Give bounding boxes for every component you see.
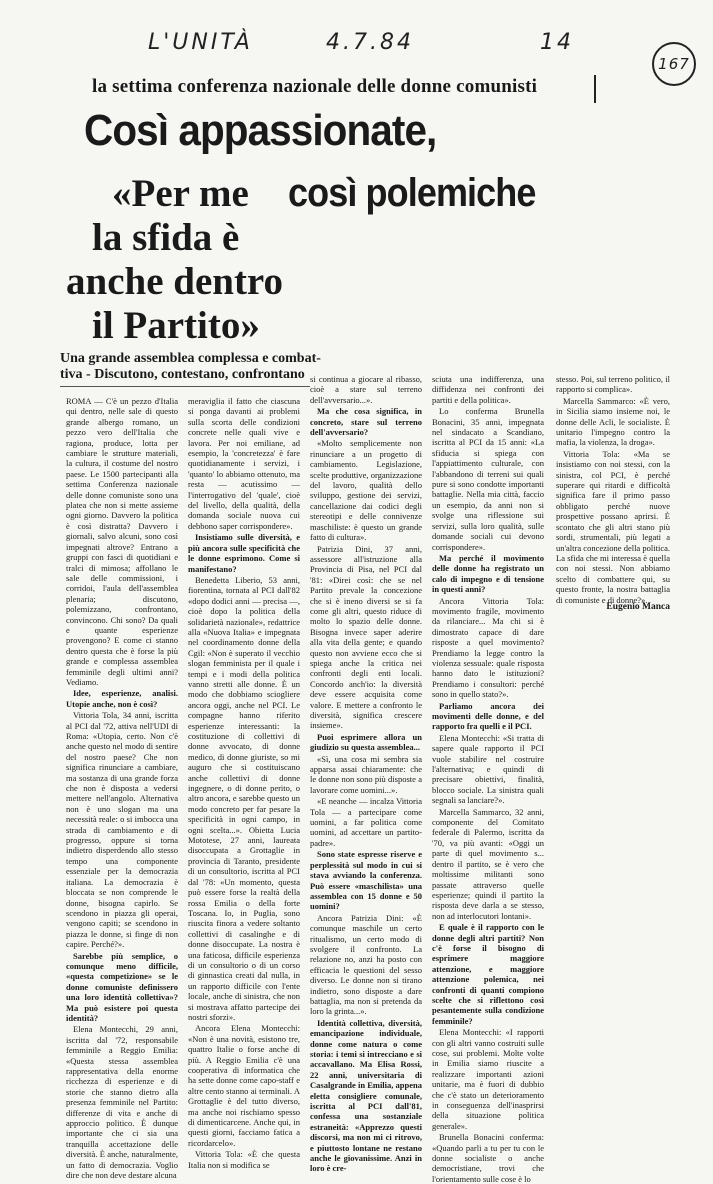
paragraph: Vittoria Tola: «Ma se insistiamo con noi stessi, con la sinistra, col PCI, è perché superare qui ritardi e difficoltà significa fare il primo passo obbligato perché nuove prospettive possano aprirsi. È scontato che gli altri stano più sordi, strumentali, più legati a un'altra concezione della politica. La sfida che mi interessa è quella con noi stessi. Non abbiamo scelto di combattere qui, su questo fronte, la nostra battaglia di comuniste e di donne?». <box>556 448 670 605</box>
paragraph: Identità collettiva, diversità, emancipazione individuale, donne come natura o come storia: i temi si intrecciano e si accavallano. Ma Elisa Rossi, 22 anni, universitaria di Casalgrande in Emilia, appena eletta consigliere comunale, iscritta al PCI dall'81, confessa una sostanziale estraneità: «Apprezzo questi discorsi, ma non mi ci ritrovo, e piuttosto lontane ne restano anche le giovanissime. Anzi in loro è cre- <box>310 1017 422 1174</box>
paragraph: Parliamo ancora dei movimenti delle donne, e del rapporto fra quelli e il PCI. <box>432 700 544 732</box>
paragraph: Idee, esperienze, analisi. Utopie anche, non è così? <box>66 688 178 709</box>
archive-number-stamp: 167 <box>652 42 696 86</box>
deck-line-1: Una grande assemblea complessa e combat- <box>60 351 321 366</box>
paragraph: Sarebbe più semplice, o comunque meno difficile, «questa competizione» se le donne comuniste definissero una loro identità collettiva»? Ma può esistere poi questa identità? <box>66 950 178 1023</box>
headline-line-2: così polemiche <box>288 171 536 215</box>
page-number: 14 <box>540 30 574 55</box>
byline: Eugenio Manca <box>606 602 670 612</box>
paragraph: Ancora Elena Montecchi: «Non è una novità, esistono tre, quattro Italie o forse anche di più. A Reggio Emilia c'è una cooperativa di informatica che ha sette donne come capo-staff e altre cento stanno ai terminali. A Grottaglie è del tutto diverso, ma anche noi rischiamo spesso di dimenticarcene. Anche qui, in questi giorni, facciamo fatica a ricordarcelo». <box>188 1023 300 1148</box>
quote-line-4: il Partito» <box>92 304 260 347</box>
article-column-3 <box>310 374 422 1174</box>
paragraph: Lo conferma Brunella Bonacini, 35 anni, impegnata nel sindacato a Scandiano, iscritta al PCI da 15 anni: «La sfiducia si spiega con l'appiattimento culturale, con l'abbandono di terreni sui quali pure si sono condotte importanti battaglie. Nella mia città, faccio un esempio, da anni non si svolge una riflessione sui servizi, sulla loro qualità, sulle domande sociali cui devono corrispondere». <box>432 406 544 552</box>
paragraph: Elena Montecchi: «Si tratta di sapere quale rapporto il PCI vuole stabilire nel costruire l'alternativa; e quindi di precisare obiettivi, finalità, blocco sociale. La sinistra quali segnali sa lanciare?». <box>432 732 544 806</box>
headline-line-1: Così appassionate, <box>84 106 437 155</box>
paragraph: Ancora Vittoria Tola: movimento fragile, movimento da rilanciare... Ma chi si è dimostrato capace di dare risposte a quel movimento? Prendiamo la legge contro la violenza sessuale: quale risposta hanno dato le istituzioni? Prendiamo i consultori: perché sono in quello stato?». <box>432 595 544 700</box>
paragraph: Marcella Sammarco, 32 anni, componente del Comitato federale di Palermo, iscritta da '70, va più avanti: «Oggi un parte di quel movimento s... dentro il partito, se è vero che moltissime militanti sono passate attraverso quelle esperienze; quindi il partito la risposta deve darla a se stesso, non ad interlocutori lontani». <box>432 806 544 921</box>
kicker-bar <box>594 75 596 103</box>
paragraph: «Molto semplicemente non rinunciare a un progetto di cambiamento. Legislazione, scelte produttive, organizzazione del lavoro, qualità dello sviluppo, gestione dei servizi, cancellazione dai codici degli stereotipi e delle connivenze maschiliste: è questo un grande fatto di cultura». <box>310 438 422 543</box>
date-note: 4.7.84 <box>326 30 414 55</box>
paragraph: Marcella Sammarco: «È vero, in Sicilia siamo insieme noi, le donne delle Acli, le socialiste. È unitario l'impegno contro la mafia, la violenza, la droga». <box>556 395 670 448</box>
paragraph: Elena Montecchi, 29 anni, iscritta dal '72, responsabile femminile a Reggio Emilia: «Questa stessa assemblea rappresentativa della enorme ricchezza di esperienze e di storie che stanno dietro alla presenza femminile nel Partito: differenze di vita e anche di approccio politico. È dunque importante che ci sia una tranquilla accettazione delle diversità. È anche, naturalmente, un fatto di democrazia. Voglio dire che non deve destare alcuna <box>66 1024 178 1181</box>
quote-line-1: «Per me <box>112 172 249 215</box>
paragraph: Ma perché il movimento delle donne ha registrato un calo di impegno e di tensione in questi anni? <box>432 552 544 595</box>
paragraph: meraviglia il fatto che ciascuna si ponga davanti ai problemi sulla scorta delle condizioni concrete nelle quali vive e lavora. Per noi emiliane, ad esempio, la 'concretezza' è fare quotidianamente i servizi, i 'quanto' lo abbiamo ottenuto, ma resta — acutissimo — l'interrogativo del 'quale', cioè del livello, della qualità, della domanda sociale nuova cui debbono saper corrispondere». <box>188 396 300 531</box>
article-column-2 <box>188 396 300 1170</box>
paragraph: Vittoria Tola: «È che questa Italia non si modifica se <box>188 1149 300 1170</box>
paragraph: Benedetta Liberio, 53 anni, fiorentina, tornata al PCI dall'82 «dopo dodici anni — precisa —, cioè dopo la politica della solidarietà nazionale», redattrice alla «Nuova Italia» e impegnata nel coordinamento donne della Cgil: «Non è superato il vecchio slogan femminista per il quale i tempi e i modi della politica vanno stretti alle donne. È un modo che dobbiamo sciogliere ancora oggi, anche nel PCI. Le compagne hanno riferito esperienze interessanti: la costituzione di collettivi di donne avvocato, di donne medico, di donne giuriste, so mi auguro che si costituiscano anche collettivi di donne ingegnere, o di donne perito, o altro ancora, e sarebbe questo un modo concreto per far pesare la specificità in ogni campo, in ogni scelta...». Obietta Lucia Mototese, 27 anni, laureata disoccupata a Grottaglie in provincia di Taranto, presidente di un consultorio, iscritta al PCI dal '78: «Un momento, questa può essere forse la realtà della rossa Emilia o della forte Toscana. Io, in Puglia, sono riuscita finora a vedere soltanto collettivi di casalinghe e di donne disoccupate. La nostra è una faticosa, difficile esperienza di un consultorio o di un corso di ginnastica creati dal nulla, in un rapporto difficile con l'ente locale, anche di sinistra, che non si mostrava affatto partecipe dei nostri sforzi». <box>188 574 300 1022</box>
paragraph: Brunella Bonacini conferma: «Quando parli a tu per tu con le donne socialiste o anche democristiane, trovi che l'orientamento sulle cose è lo <box>432 1132 544 1184</box>
paragraph: Vittoria Tola, 34 anni, iscritta al PCI dal '72, attiva nell'UDI di Roma: «Utopia, certo. Non c'è anche questo nel modo di sentire del nostro paese? Che non significa rinunciare a cambiare, ma sostanza di una grande forza che non è disposta a vedersi mettere nell'angolo. Alternativa non è uno slogan ma una necessità reale: o si imbocca una strada di cambiamento e di progresso, oppure si torna indietro disperdendo allo stesso tempo una componente essenziale per la democrazia italiana. La democrazia è bloccata se non comprende le donne, bisogna capirlo. Se scendono in piazza gli operai, vengono capiti; se scendono in piazza le donne, si finge di non capire. Perché?». <box>66 710 178 950</box>
paragraph: Ma che cosa significa, in concreto, stare sul terreno dell'avversario? <box>310 406 422 438</box>
deck-underline <box>60 386 310 387</box>
kicker: la settima conferenza nazionale delle donne comunisti <box>92 76 538 97</box>
newspaper-name: L'UNITÀ <box>148 30 253 55</box>
paragraph: sciuta una indifferenza, una diffidenza nei confronti dei partiti e della politica». <box>432 374 544 405</box>
paragraph: Elena Montecchi: «I rapporti con gli altri vanno costruiti sulle cose, sui problemi. Molte volte in Emilia siamo riuscite a realizzare importanti azioni unitarie, ma è fuori di dubbio che c'è stato un deterioramento in conseguenza dell'inasprirsi della situazione politica generale». <box>432 1027 544 1131</box>
paragraph: Insistiamo sulle diversità, e più ancora sulle specificità che le donne esprimono. Come si manifestano? <box>188 532 300 574</box>
quote-line-2: la sfida è <box>92 216 240 259</box>
paragraph: Patrizia Dini, 37 anni, assessore all'istruzione alla Provincia di Pisa, nel PCI dal '81: «Direi così: che se nel Partito prevale la concezione che si è ineno diversi se si fa come gli altri, questo riduce di molto lo spazio delle donne. Bisogna invece saper aderire alla vita della gente; e quando questo non avviene ecco che si spiega anche la critica nei confronti degli enti locali. Concordo anch'io: la diversità deve essere acquisita come valore. E mettere a confronto le diversità, significa crescere insieme». <box>310 543 422 731</box>
paragraph: «Sì, una cosa mi sembra sia apparsa assai chiaramente: che le donne non sono più disposte a lavorare come uomini...». <box>310 753 422 795</box>
paragraph: Sono state espresse riserve e perplessità sul modo in cui si stava avviando la conferenza. Può essere «maschilista» una assemblea con 15 donne e 50 uomini? <box>310 849 422 912</box>
paragraph: si continua a giocare al ribasso, cioè a stare sul terreno dell'avversario...». <box>310 374 422 405</box>
paragraph: «E neanche — incalza Vittoria Tola — a partecipare come uomini, a far politica come uomini, ad accettare un partito-padre». <box>310 796 422 848</box>
paragraph: ROMA — C'è un pezzo d'Italia qui dentro, nelle sale di questo grande albergo romano, un pezzo vero dell'Italia che ragiona, produce, lotta per cambiare le strutture materiali, la cultura, il costume del nostro paese. Le 1500 partecipanti alla settima Conferenza nazionale delle donne comuniste sono una platea che non si mette assieme ogni giorno. Davvero la politica è così distratta? Davvero i giornali, salvo alcuni, sono così impegnati altrove? Entrano a gruppi con fasci di quotidiani e tralci di mimosa; affollano le sale delle commissioni, i corridoi, l'aula dell'assemblea plenaria; discutono, polemizzano, confrontano, convincono. Chi sono? Da quali e quante esperienze provengono? E come ci stanno dentro questa che è forse la più grande e complessa assemblea femminile degli ultimi anni? Vediamo. <box>66 396 178 687</box>
article-column-4 <box>432 374 544 1184</box>
paragraph: Ancora Patrizia Dini: «È comunque maschile un certo ritualismo, un certo modo di svolgere il confronto. La relazione no, anzi ha posto con efficacia le questioni del sesso diverso. Le donne non si tirano indietro, sono disposte a dare battaglia, ma non si pretenda da loro la grinta...». <box>310 912 422 1017</box>
paragraph: Puoi esprimere allora un giudizio su questa assemblea... <box>310 731 422 753</box>
paragraph: stesso. Poi, sul terreno politico, il rapporto si complica». <box>556 374 670 395</box>
paragraph: E quale è il rapporto con le donne degli altri partiti? Non c'è forse il bisogno di esprimere maggiore attenzione, e maggiore attenzione polemica, nei confronti di quanti compiono scelte che si riflettono così pesantemente sulla condizione femminile? <box>432 922 544 1026</box>
article-column-1 <box>66 396 178 1181</box>
article-column-5 <box>556 374 670 714</box>
quote-line-3: anche dentro <box>66 260 284 303</box>
deck-line-2: tiva - Discutono, contestano, confrontano <box>60 367 305 382</box>
